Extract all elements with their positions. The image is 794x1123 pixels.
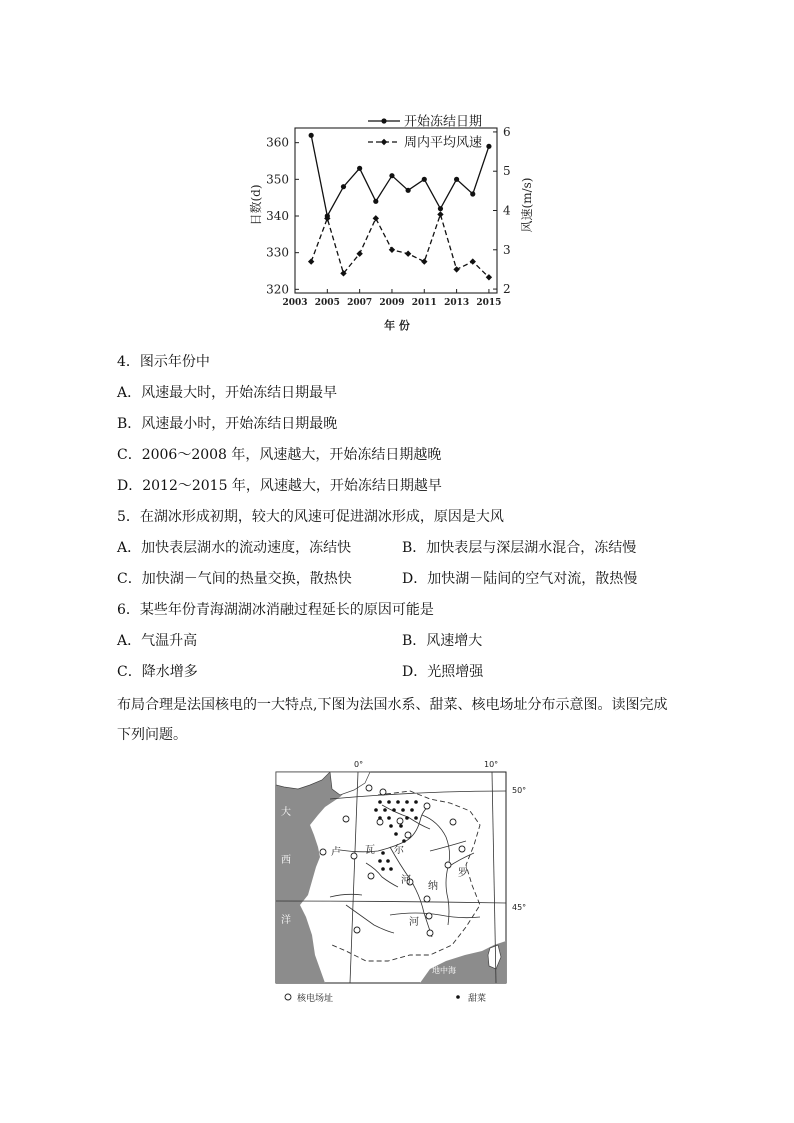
q6-option-a: A．气温升高 — [117, 633, 198, 649]
q4-option-b: B．风速最小时，开始冻结日期最晚 — [117, 416, 338, 432]
wind-speed-point — [486, 274, 492, 280]
legend-label-wind-speed: 周内平均风速 — [404, 135, 483, 151]
rhone-label-na: 纳 — [428, 881, 438, 892]
q6-option-d: D．光照增强 — [402, 664, 484, 680]
plot-border — [295, 128, 497, 293]
chart-legend — [368, 114, 482, 151]
y-right-tick-label: 2 — [503, 282, 511, 297]
y-left-tick-label: 360 — [266, 135, 289, 150]
france-map — [270, 755, 540, 1005]
legend-nuclear-label: 核电场址 — [297, 994, 334, 1004]
wind-speed-point — [356, 251, 362, 257]
y-left-axis-label: 日数(d) — [249, 184, 263, 226]
q4-option-c: C．2006～2008 年，风速越大，开始冻结日期越晚 — [117, 447, 442, 463]
freeze-date-point — [389, 173, 394, 178]
freeze-date-point — [422, 177, 427, 182]
lon-label-0: 0° — [354, 760, 364, 769]
freeze-date-point — [486, 144, 491, 149]
q6-option-c: C．降水增多 — [117, 664, 198, 680]
legend-label-freeze-date: 开始冻结日期 — [404, 114, 483, 130]
legend-beet-icon — [456, 995, 460, 999]
freeze-date-point — [373, 199, 378, 204]
y-right-axis-label: 风速(m/s) — [520, 177, 534, 233]
loire-label-he: 河 — [401, 875, 411, 886]
wind-speed-point — [373, 215, 379, 221]
loire-label-lu: 卢 — [331, 847, 341, 858]
wind-speed-point — [470, 258, 476, 264]
wind-speed-point — [308, 258, 314, 264]
ocean-label-xi: 西 — [281, 855, 291, 866]
q5-stem: 5．在湖冰形成初期，较大的风速可促进湖冰形成，原因是大风 — [117, 509, 504, 525]
lat-label-45: 45° — [512, 903, 527, 912]
freeze-date-point — [309, 133, 314, 138]
wind-speed-point — [453, 266, 459, 272]
q4-option-a: A．风速最大时，开始冻结日期最早 — [117, 385, 338, 401]
freeze-date-point — [438, 206, 443, 211]
y-left-tick-label: 350 — [266, 172, 289, 187]
wind-speed-point — [421, 258, 427, 264]
y-left-tick-label: 330 — [266, 245, 289, 260]
q5-option-b: B．加快表层与深层湖水混合，冻结慢 — [402, 540, 637, 556]
x-tick-label: 2015 — [476, 298, 502, 308]
y-right-tick-label: 5 — [503, 164, 511, 179]
rhone-label-luo: 罗 — [458, 868, 468, 879]
chart-plot-frame — [295, 128, 497, 293]
lat-label-50: 50° — [512, 786, 527, 795]
med-sea-label: 地中海 — [432, 966, 456, 975]
wind-speed-point — [437, 211, 443, 217]
y-right-tick-label: 6 — [503, 124, 511, 139]
y-right-tick-label: 3 — [503, 242, 511, 257]
freeze-date-wind-chart — [240, 108, 540, 338]
wind-speed-point — [405, 251, 411, 257]
x-tick-label: 2007 — [347, 298, 373, 308]
rhone-label-he: 河 — [409, 917, 419, 928]
x-tick-label: 2003 — [282, 298, 308, 308]
lon-label-10: 10° — [484, 760, 499, 769]
chart-ticks — [266, 125, 511, 308]
legend-nuclear-icon — [285, 994, 291, 1000]
legend-wind-speed-marker — [381, 139, 387, 145]
ocean-label-da: 大 — [281, 807, 291, 818]
q5-option-c: C．加快湖－气间的热量交换，散热快 — [117, 571, 352, 587]
freeze-date-point — [406, 188, 411, 193]
loire-label-wa: 瓦 — [365, 845, 375, 856]
legend-freeze-date-marker — [381, 118, 386, 123]
x-tick-label: 2005 — [314, 298, 340, 308]
map-intro-paragraph: 布局合理是法国核电的一大特点,下图为法国水系、甜菜、核电场址分布示意图。读图完成下列问题。 — [117, 697, 668, 743]
wind-speed-point — [389, 247, 395, 253]
q5-option-d: D．加快湖－陆间的空气对流，散热慢 — [402, 571, 638, 587]
x-tick-label: 2011 — [411, 298, 437, 308]
q6-option-b: B．风速增大 — [402, 633, 483, 649]
legend-beet-label: 甜菜 — [468, 994, 487, 1004]
y-left-tick-label: 340 — [266, 209, 289, 223]
q5-option-a: A．加快表层湖水的流动速度，冻结快 — [117, 540, 352, 556]
q4-stem: 4．图示年份中 — [117, 354, 210, 370]
x-axis-label: 年 份 — [384, 319, 410, 332]
x-tick-label: 2009 — [379, 298, 405, 308]
x-tick-label: 2013 — [444, 298, 470, 308]
freeze-date-point — [341, 184, 346, 189]
y-left-tick-label: 320 — [266, 282, 289, 297]
freeze-date-point — [357, 166, 362, 171]
series-line-wind-speed — [311, 214, 489, 277]
ocean-label-yang: 洋 — [281, 915, 291, 926]
q4-option-d: D．2012～2015 年，风速越大，开始冻结日期越早 — [117, 478, 442, 494]
chart-series — [308, 133, 492, 281]
q6-stem: 6．某些年份青海湖湖冰消融过程延长的原因可能是 — [117, 602, 434, 618]
loire-label-er: 尔 — [394, 845, 404, 856]
freeze-date-point — [454, 177, 459, 182]
freeze-date-point — [470, 191, 475, 196]
y-right-tick-label: 4 — [503, 203, 511, 218]
